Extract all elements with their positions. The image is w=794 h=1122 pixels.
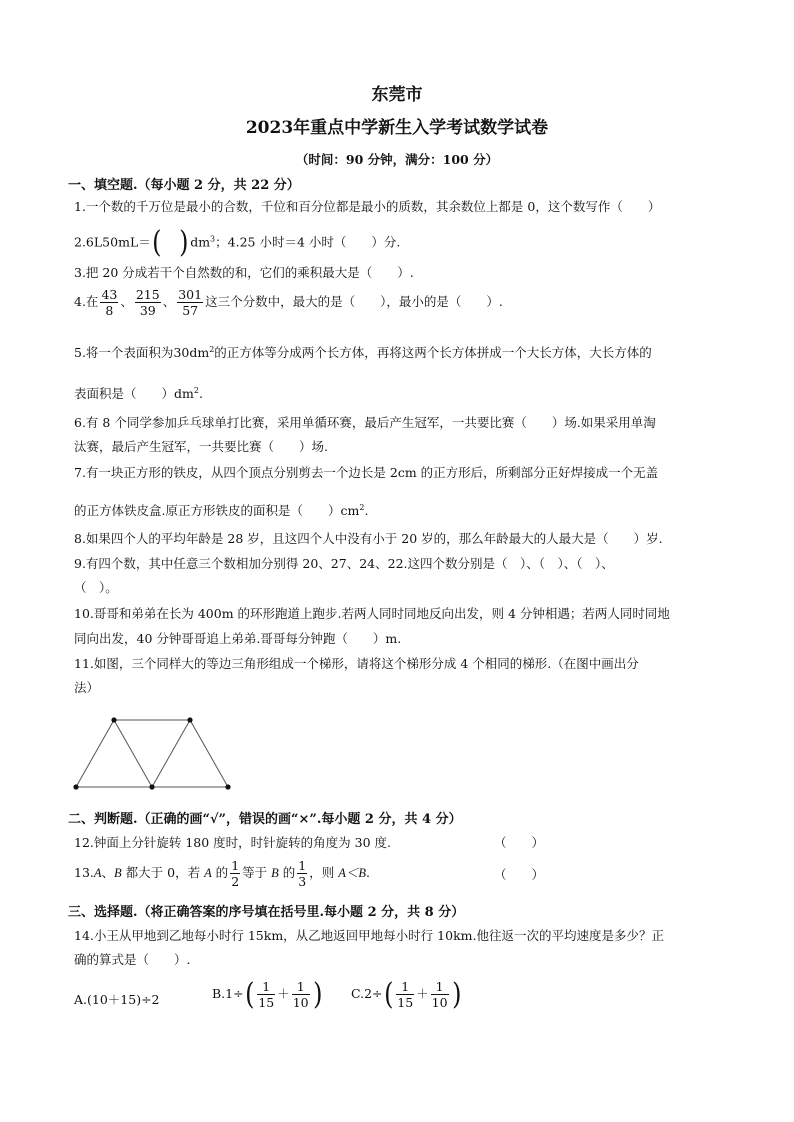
exam-title: 2023年重点中学新生入学考试数学试卷 [245, 118, 549, 138]
q5-text-b: 的正方体等分成两个长方体，再将这两个长方体拼成一个大长方体，大长方体的 [214, 345, 652, 361]
question-7-line-2 [74, 500, 368, 519]
q4-f1-num: 43 [101, 287, 118, 302]
q4-sep-2: 、 [162, 294, 176, 309]
question-10-line-2: 同向出发，40 分钟哥哥追上弟弟.哥哥每分钟跑（ ）m. [74, 631, 402, 646]
city-name: 东莞市 [371, 85, 423, 105]
question-11-line-2: 法） [74, 680, 100, 695]
question-13 [74, 858, 370, 889]
question-6-line-2: 汰赛，最后产生冠军，一共要比赛（ ）场. [74, 439, 328, 454]
option-c-fraction-1 [396, 979, 414, 1010]
option-a: A.(10＋15)÷2 [74, 992, 160, 1007]
q5-value: 30dm [173, 345, 210, 361]
diagram-right-edge [190, 720, 228, 787]
q13-fraction-1 [230, 858, 240, 889]
opt-b-f1-num: 1 [257, 979, 275, 995]
q7-unit-sup: 2 [359, 503, 365, 512]
opt-b-f2-num: 1 [292, 979, 310, 995]
option-c-fraction-2 [431, 979, 449, 1010]
opt-b-f2-den: 10 [292, 995, 309, 1010]
exam-subtitle: （时间：90 分钟，满分：100 分） [295, 152, 499, 167]
q2-paren-open: ( [151, 225, 162, 260]
opt-c-f2-num: 1 [431, 979, 449, 995]
q4-f3-den: 57 [182, 303, 199, 318]
q2-unit-sup: 3 [210, 234, 216, 244]
q5-unit: dm [174, 386, 194, 402]
question-5-line-1 [74, 342, 652, 361]
q13-text-e: 等于 [242, 865, 272, 880]
q7-text-a: 的正方体铁皮盒.原正方形铁皮的面积是（ ） [74, 503, 341, 519]
q4-suffix: 这三个分数中，最大的是（ ），最小的是（ ）. [205, 294, 503, 309]
option-c [351, 976, 462, 1012]
option-b-fraction-2 [292, 979, 310, 1010]
question-12-answer-box: （ ） [494, 835, 545, 850]
q7-text-b: . [364, 503, 369, 519]
question-13-answer-box: （ ） [494, 867, 545, 882]
diagram-vertex [73, 784, 78, 789]
q13-sep: 、 [101, 865, 115, 880]
q4-f2-num: 215 [135, 287, 160, 302]
q7-unit: cm [340, 503, 360, 519]
q4-fraction-2 [135, 287, 161, 318]
q4-fraction-1 [100, 287, 118, 318]
section-1-heading: 一、填空题.（每小题 2 分，共 22 分） [68, 178, 300, 193]
diagram-vertex [111, 717, 116, 722]
q2-text-a: 2.6L50mL＝ [74, 234, 151, 250]
q13-comparison: A＜B [338, 866, 366, 880]
diagram-left-edge [76, 720, 114, 787]
question-12: 12.钟面上分针旋转 180 度时，时针旋转的角度为 30 度. [74, 835, 392, 850]
question-9-line-2: （ ）。 [74, 580, 118, 595]
question-6-line-1: 6.有 8 个同学参加乒乓球单打比赛，采用单循环赛，最后产生冠军，一共要比赛（ ）场.如果采用单淘 [74, 415, 656, 430]
q5-sup: 2 [209, 345, 215, 354]
q4-f3-num: 301 [178, 287, 203, 302]
q13-var-b2: B [271, 866, 279, 880]
q2-unit: dm [190, 234, 211, 250]
question-11-line-1: 11.如图，三个同样大的等边三角形组成一个梯形，请将这个梯形分成 4 个相同的梯形.（在图中画出分 [74, 656, 639, 671]
q2-text-c: ；4.25 小时＝4 小时（ ）分. [215, 234, 401, 250]
question-14-line-2: 确的算式是（ ）. [74, 952, 191, 967]
q2-paren-close: ) [179, 225, 190, 260]
q4-prefix: 4.在 [74, 294, 99, 309]
diagram-vertex [225, 784, 230, 789]
q13-text-h: . [365, 865, 370, 880]
diagram-inner-edge-2 [152, 720, 190, 787]
option-c-prefix: C.2÷ [351, 986, 383, 1001]
q13-f2-num: 1 [298, 858, 307, 873]
question-14-line-1: 14.小王从甲地到乙地每小时行 15km，从乙地返回甲地每小时行 10km.他往返一次的平均速度是多少？正 [74, 928, 664, 943]
section-2-heading: 二、判断题.（正确的画“√”，错误的画“×”.每小题 2 分，共 4 分） [68, 812, 462, 827]
q13-f1-den: 2 [231, 874, 240, 889]
q13-text-d: 的 [211, 865, 229, 880]
q13-text-f: 的 [278, 865, 296, 880]
option-c-paren-close: ) [451, 976, 462, 1012]
opt-c-f1-den: 15 [397, 995, 414, 1010]
q13-fraction-2 [297, 858, 307, 889]
question-5-line-2 [74, 383, 203, 402]
question-10-line-1: 10.哥哥和弟弟在长为 400m 的环形跑道上跑步.若两人同时同地反向出发，则 4 分钟相遇；若两人同时同地 [74, 606, 670, 621]
q4-fraction-3 [177, 287, 203, 318]
q4-sep-1: 、 [120, 294, 133, 309]
option-c-paren-open: ( [383, 976, 394, 1012]
question-3: 3.把 20 分成若干个自然数的和，它们的乘积最大是（ ）. [74, 265, 414, 280]
opt-c-f2-den: 10 [431, 995, 448, 1010]
question-2 [74, 225, 401, 260]
trapezoid-diagram [70, 712, 240, 794]
option-b-paren-close: ) [312, 976, 323, 1012]
question-7-line-1: 7.有一块正方形的铁皮，从四个顶点分别剪去一个边长是 2cm 的正方形后，所剩部分正好焊接成一个无盖 [74, 465, 659, 480]
question-1: 1.一个数的千万位是最小的合数，千位和百分位都是最小的质数，其余数位上都是 0，这个数写作（ ） [74, 199, 661, 214]
q13-var-a2: A [204, 866, 212, 880]
q13-f1-num: 1 [231, 858, 240, 873]
opt-c-f1-num: 1 [396, 979, 414, 995]
q5-text-d: . [198, 386, 203, 402]
question-8: 8.如果四个人的平均年龄是 28 岁，且这四个人中没有小于 20 岁的，那么年龄最大的人最大是（ ）岁. [74, 531, 663, 546]
q13-text-g: ，则 [309, 865, 339, 880]
opt-b-f1-den: 15 [258, 995, 275, 1010]
section-3-heading: 三、选择题.（将正确答案的序号填在括号里.每小题 2 分，共 8 分） [68, 905, 465, 920]
q13-text-c: 都大于 0，若 [121, 865, 205, 880]
option-b-prefix: B.1÷ [212, 986, 244, 1001]
option-c-plus: ＋ [416, 986, 429, 1001]
q5-text-a: 5.将一个表面积为 [74, 345, 174, 361]
q4-f1-den: 8 [105, 303, 114, 318]
q13-var-b: B [114, 866, 122, 880]
q13-var-a: A [93, 866, 102, 880]
q5-unit-sup: 2 [193, 386, 199, 395]
question-4 [74, 287, 503, 318]
q5-text-c: 表面积是（ ） [74, 386, 175, 402]
option-b [212, 976, 323, 1012]
question-9-line-1: 9.有四个数，其中任意三个数相加分别得 20、27、24、22.这四个数分别是（ ）、（ ）、（ ）、 [74, 556, 614, 571]
diagram-vertex [149, 784, 154, 789]
option-b-plus: ＋ [277, 986, 290, 1001]
q13-num: 13. [74, 865, 94, 880]
diagram-vertex [187, 717, 192, 722]
option-b-fraction-1 [257, 979, 275, 1010]
q13-f2-den: 3 [298, 874, 307, 889]
q4-f2-den: 39 [139, 303, 156, 318]
diagram-inner-edge-1 [114, 720, 152, 787]
option-b-paren-open: ( [244, 976, 255, 1012]
